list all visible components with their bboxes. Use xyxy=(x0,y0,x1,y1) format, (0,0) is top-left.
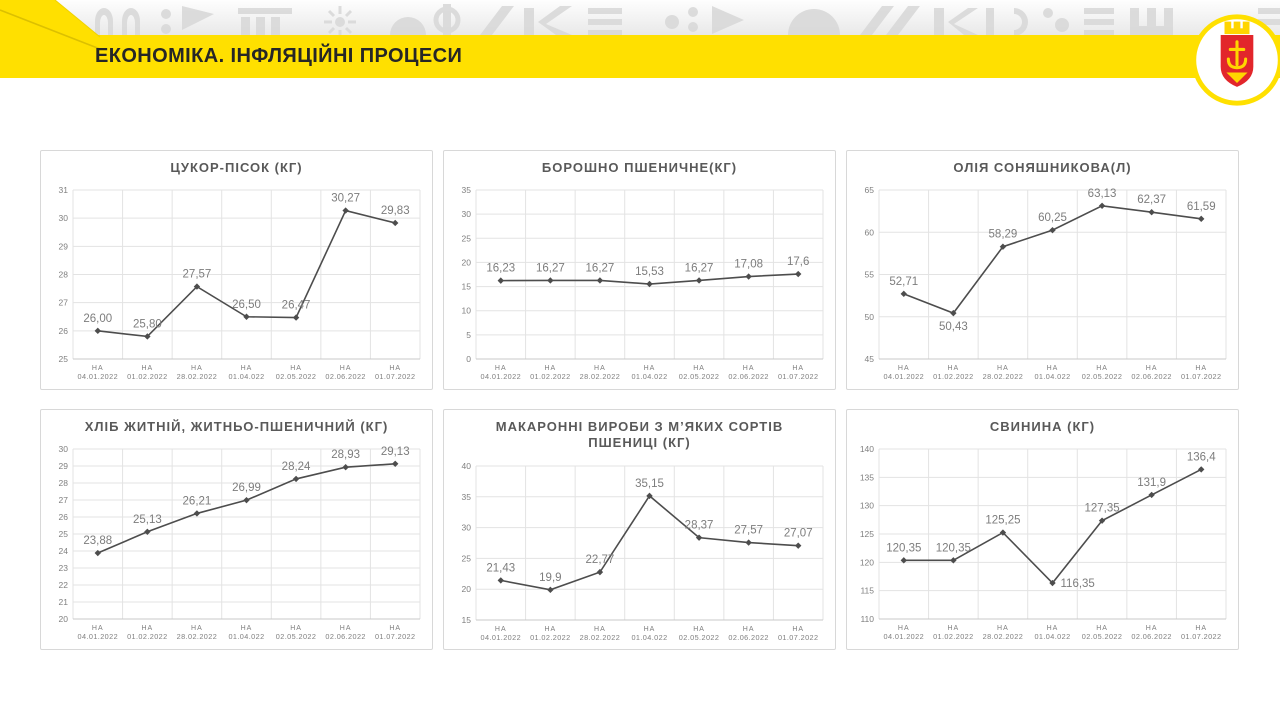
svg-text:НА: НА xyxy=(643,625,656,633)
svg-text:60: 60 xyxy=(864,227,874,238)
svg-text:116,35: 116,35 xyxy=(1060,578,1095,591)
svg-text:65: 65 xyxy=(864,185,874,196)
svg-text:НА: НА xyxy=(1145,365,1158,373)
chart-svg xyxy=(444,452,835,650)
svg-text:04.01.2022: 04.01.2022 xyxy=(480,372,522,382)
svg-text:125,25: 125,25 xyxy=(985,514,1021,527)
svg-text:НА: НА xyxy=(1096,625,1108,633)
svg-text:НА: НА xyxy=(290,365,302,373)
svg-text:21,43: 21,43 xyxy=(486,561,516,574)
svg-text:35: 35 xyxy=(461,491,471,502)
chart-svg xyxy=(847,176,1238,389)
chart-card-sunflower-oil xyxy=(846,150,1239,390)
svg-text:20: 20 xyxy=(58,614,68,625)
svg-text:НА: НА xyxy=(191,625,203,633)
svg-text:26,00: 26,00 xyxy=(83,313,113,326)
svg-text:28.02.2022: 28.02.2022 xyxy=(579,632,621,642)
svg-text:28.02.2022: 28.02.2022 xyxy=(982,632,1024,642)
svg-text:01.04.022: 01.04.022 xyxy=(631,372,668,382)
chart-title: БОРОШНО ПШЕНИЧНЕ(КГ) xyxy=(541,160,738,175)
svg-text:127,35: 127,35 xyxy=(1084,502,1120,515)
svg-text:125: 125 xyxy=(859,529,874,540)
svg-text:25,80: 25,80 xyxy=(132,318,162,331)
svg-text:04.01.2022: 04.01.2022 xyxy=(883,372,925,382)
svg-text:16,27: 16,27 xyxy=(535,262,565,275)
svg-text:01.07.2022: 01.07.2022 xyxy=(374,372,416,382)
svg-text:НА: НА xyxy=(594,625,606,633)
svg-text:02.05.2022: 02.05.2022 xyxy=(1081,632,1123,642)
svg-text:131,9: 131,9 xyxy=(1137,477,1167,490)
svg-text:НА: НА xyxy=(947,625,960,633)
svg-text:52,71: 52,71 xyxy=(889,276,919,289)
line-chart-sunflower-oil xyxy=(847,176,1238,389)
decorative-civic-icons-pattern-icon xyxy=(0,0,1280,35)
decorative-icons-strip xyxy=(0,0,1280,35)
svg-text:02.06.2022: 02.06.2022 xyxy=(1131,632,1172,642)
chart-title: ЦУКОР-ПІСОК (КГ) xyxy=(170,160,303,175)
svg-text:135: 135 xyxy=(859,472,874,483)
svg-text:20: 20 xyxy=(461,257,471,268)
svg-text:30: 30 xyxy=(58,213,68,224)
svg-text:25: 25 xyxy=(58,529,68,540)
svg-text:26,47: 26,47 xyxy=(281,299,311,312)
line-chart-pasta xyxy=(444,452,835,650)
svg-text:01.04.022: 01.04.022 xyxy=(228,372,265,382)
svg-text:02.05.2022: 02.05.2022 xyxy=(678,632,720,642)
line-chart-flour xyxy=(444,176,835,389)
svg-text:01.07.2022: 01.07.2022 xyxy=(374,632,416,642)
line-chart-rye-bread xyxy=(41,435,432,649)
svg-text:27,57: 27,57 xyxy=(734,524,764,537)
svg-text:19,9: 19,9 xyxy=(539,571,562,584)
svg-text:НА: НА xyxy=(494,625,507,633)
chart-card-rye-bread xyxy=(40,409,433,650)
svg-text:02.06.2022: 02.06.2022 xyxy=(325,372,366,382)
chart-card-sugar xyxy=(40,150,433,390)
svg-text:НА: НА xyxy=(141,365,154,373)
svg-text:25: 25 xyxy=(461,552,471,563)
svg-text:01.07.2022: 01.07.2022 xyxy=(1180,372,1222,382)
svg-text:45: 45 xyxy=(864,354,874,365)
svg-text:НА: НА xyxy=(792,365,805,373)
svg-text:58,29: 58,29 xyxy=(988,228,1018,241)
svg-text:НА: НА xyxy=(693,365,705,373)
svg-text:НА: НА xyxy=(141,625,154,633)
svg-text:15: 15 xyxy=(461,281,471,292)
svg-text:28.02.2022: 28.02.2022 xyxy=(982,372,1024,382)
svg-text:29: 29 xyxy=(58,461,68,472)
svg-text:01.02.2022: 01.02.2022 xyxy=(530,632,571,642)
svg-text:НА: НА xyxy=(290,625,302,633)
svg-text:НА: НА xyxy=(897,365,910,373)
svg-text:02.06.2022: 02.06.2022 xyxy=(728,372,769,382)
svg-text:НА: НА xyxy=(1145,625,1158,633)
svg-text:50,43: 50,43 xyxy=(938,321,968,334)
svg-text:01.04.022: 01.04.022 xyxy=(1034,632,1071,642)
svg-text:136,4: 136,4 xyxy=(1186,451,1216,464)
svg-text:02.05.2022: 02.05.2022 xyxy=(275,372,317,382)
svg-text:НА: НА xyxy=(389,625,402,633)
svg-text:27: 27 xyxy=(58,495,68,506)
svg-text:63,13: 63,13 xyxy=(1087,188,1117,201)
svg-text:23,88: 23,88 xyxy=(83,535,113,548)
svg-text:29,83: 29,83 xyxy=(380,205,410,218)
svg-text:50: 50 xyxy=(864,312,874,322)
svg-text:НА: НА xyxy=(389,365,402,373)
svg-text:62,37: 62,37 xyxy=(1137,194,1167,207)
svg-text:НА: НА xyxy=(544,625,557,633)
svg-text:28.02.2022: 28.02.2022 xyxy=(176,632,218,642)
svg-text:15: 15 xyxy=(461,614,471,625)
svg-text:26,50: 26,50 xyxy=(232,299,261,311)
svg-text:02.05.2022: 02.05.2022 xyxy=(1081,372,1123,382)
svg-text:04.01.2022: 04.01.2022 xyxy=(77,372,119,382)
chart-svg xyxy=(444,176,835,389)
svg-text:01.02.2022: 01.02.2022 xyxy=(933,372,974,382)
svg-text:НА: НА xyxy=(1195,365,1208,373)
svg-text:28.02.2022: 28.02.2022 xyxy=(176,372,218,382)
svg-text:27,07: 27,07 xyxy=(783,527,813,540)
svg-text:22,77: 22,77 xyxy=(585,553,615,566)
svg-text:55: 55 xyxy=(864,269,874,280)
svg-text:01.04.022: 01.04.022 xyxy=(1034,372,1071,382)
svg-text:02.05.2022: 02.05.2022 xyxy=(275,632,317,642)
svg-text:25: 25 xyxy=(58,354,68,365)
svg-text:НА: НА xyxy=(897,625,910,633)
svg-text:01.07.2022: 01.07.2022 xyxy=(777,632,819,642)
chart-title: МАКАРОННІ ВИРОБИ З М’ЯКИХ СОРТІВ ПШЕНИЦІ (КГ) xyxy=(495,419,784,451)
chart-svg xyxy=(41,176,432,389)
svg-text:26: 26 xyxy=(58,326,68,337)
svg-text:27: 27 xyxy=(58,297,68,308)
svg-text:110: 110 xyxy=(860,614,874,625)
svg-text:НА: НА xyxy=(1046,365,1059,373)
svg-text:НА: НА xyxy=(693,625,705,633)
svg-text:28: 28 xyxy=(58,269,68,280)
chart-card-pork xyxy=(846,409,1239,650)
svg-text:120,35: 120,35 xyxy=(886,542,922,555)
svg-text:02.05.2022: 02.05.2022 xyxy=(678,372,720,382)
svg-text:НА: НА xyxy=(594,365,606,373)
svg-text:02.06.2022: 02.06.2022 xyxy=(1131,372,1172,382)
svg-text:16,27: 16,27 xyxy=(684,262,714,275)
svg-text:04.01.2022: 04.01.2022 xyxy=(480,632,522,642)
svg-text:НА: НА xyxy=(643,365,656,373)
svg-text:НА: НА xyxy=(997,625,1009,633)
svg-text:25,13: 25,13 xyxy=(132,514,162,527)
svg-text:02.06.2022: 02.06.2022 xyxy=(325,632,366,642)
chart-card-flour xyxy=(443,150,836,390)
svg-text:НА: НА xyxy=(1046,625,1059,633)
svg-text:17,6: 17,6 xyxy=(787,256,810,269)
svg-text:НА: НА xyxy=(997,365,1009,373)
svg-text:30: 30 xyxy=(58,444,68,455)
svg-text:28,93: 28,93 xyxy=(331,449,361,462)
svg-text:01.04.022: 01.04.022 xyxy=(228,632,265,642)
svg-text:30: 30 xyxy=(461,209,471,220)
chart-svg xyxy=(41,435,432,649)
svg-text:20: 20 xyxy=(461,583,471,594)
line-chart-pork xyxy=(847,435,1238,649)
svg-text:140: 140 xyxy=(859,444,874,455)
svg-text:01.02.2022: 01.02.2022 xyxy=(127,632,168,642)
svg-text:НА: НА xyxy=(494,365,507,373)
svg-text:28: 28 xyxy=(58,478,68,489)
svg-text:04.01.2022: 04.01.2022 xyxy=(883,632,925,642)
svg-text:30: 30 xyxy=(461,522,471,533)
svg-text:НА: НА xyxy=(544,365,557,373)
svg-text:26,21: 26,21 xyxy=(182,495,212,508)
svg-text:31: 31 xyxy=(58,185,68,196)
chart-title: ОЛІЯ СОНЯШНИКОВА(Л) xyxy=(953,160,1132,175)
svg-text:НА: НА xyxy=(947,365,960,373)
svg-text:НА: НА xyxy=(240,625,253,633)
svg-text:25: 25 xyxy=(461,233,471,244)
svg-text:30,27: 30,27 xyxy=(331,192,361,205)
svg-text:02.06.2022: 02.06.2022 xyxy=(728,632,769,642)
svg-text:28,37: 28,37 xyxy=(684,519,714,532)
svg-text:01.07.2022: 01.07.2022 xyxy=(1180,632,1222,642)
line-chart-sugar xyxy=(41,176,432,389)
svg-text:120,35: 120,35 xyxy=(935,542,971,555)
svg-text:27,57: 27,57 xyxy=(182,268,212,281)
svg-text:40: 40 xyxy=(461,460,471,471)
svg-text:01.07.2022: 01.07.2022 xyxy=(777,372,819,382)
svg-text:10: 10 xyxy=(461,305,471,316)
page-title: ЕКОНОМІКА. ІНФЛЯЦІЙНІ ПРОЦЕСИ xyxy=(95,45,463,67)
svg-text:15,53: 15,53 xyxy=(635,266,664,279)
svg-text:130: 130 xyxy=(859,500,874,511)
svg-text:НА: НА xyxy=(792,625,805,633)
svg-text:26,99: 26,99 xyxy=(232,482,261,495)
charts-grid xyxy=(40,150,1239,650)
svg-text:115: 115 xyxy=(860,585,874,596)
header xyxy=(0,0,1280,108)
svg-text:НА: НА xyxy=(339,625,352,633)
svg-text:35: 35 xyxy=(461,185,471,196)
svg-text:01.04.022: 01.04.022 xyxy=(631,632,668,642)
svg-text:01.02.2022: 01.02.2022 xyxy=(933,632,974,642)
svg-text:16,27: 16,27 xyxy=(585,262,615,275)
svg-text:24: 24 xyxy=(58,546,68,557)
svg-text:НА: НА xyxy=(742,365,755,373)
svg-text:01.02.2022: 01.02.2022 xyxy=(127,372,168,382)
svg-text:01.02.2022: 01.02.2022 xyxy=(530,372,571,382)
chart-title: СВИНИНА (КГ) xyxy=(989,419,1096,434)
svg-text:35,15: 35,15 xyxy=(635,477,664,490)
svg-text:04.01.2022: 04.01.2022 xyxy=(77,632,119,642)
svg-text:НА: НА xyxy=(742,625,755,633)
svg-text:61,59: 61,59 xyxy=(1186,201,1216,214)
svg-text:НА: НА xyxy=(191,365,203,373)
chart-title: ХЛІБ ЖИТНІЙ, ЖИТНЬО-ПШЕНИЧНИЙ (КГ) xyxy=(84,419,389,434)
svg-text:НА: НА xyxy=(240,365,253,373)
svg-text:16,23: 16,23 xyxy=(486,262,516,275)
svg-text:29,13: 29,13 xyxy=(380,446,410,459)
svg-text:17,08: 17,08 xyxy=(734,258,764,271)
svg-text:29: 29 xyxy=(58,241,68,252)
chart-card-pasta xyxy=(443,409,836,650)
svg-text:120: 120 xyxy=(859,557,874,568)
svg-text:23: 23 xyxy=(58,563,68,574)
svg-text:0: 0 xyxy=(466,354,471,365)
vinnytsia-coat-of-arms-icon xyxy=(1189,12,1280,108)
svg-text:22: 22 xyxy=(58,580,68,591)
svg-text:НА: НА xyxy=(91,365,104,373)
svg-text:НА: НА xyxy=(1096,365,1108,373)
svg-text:28,24: 28,24 xyxy=(281,461,311,474)
svg-text:26: 26 xyxy=(58,512,68,523)
chart-svg xyxy=(847,435,1238,649)
svg-text:НА: НА xyxy=(91,625,104,633)
svg-text:5: 5 xyxy=(466,330,471,341)
svg-text:60,25: 60,25 xyxy=(1038,212,1067,225)
svg-text:28.02.2022: 28.02.2022 xyxy=(579,372,621,382)
svg-text:НА: НА xyxy=(1195,625,1208,633)
svg-text:21: 21 xyxy=(58,597,68,608)
svg-text:НА: НА xyxy=(339,365,352,373)
